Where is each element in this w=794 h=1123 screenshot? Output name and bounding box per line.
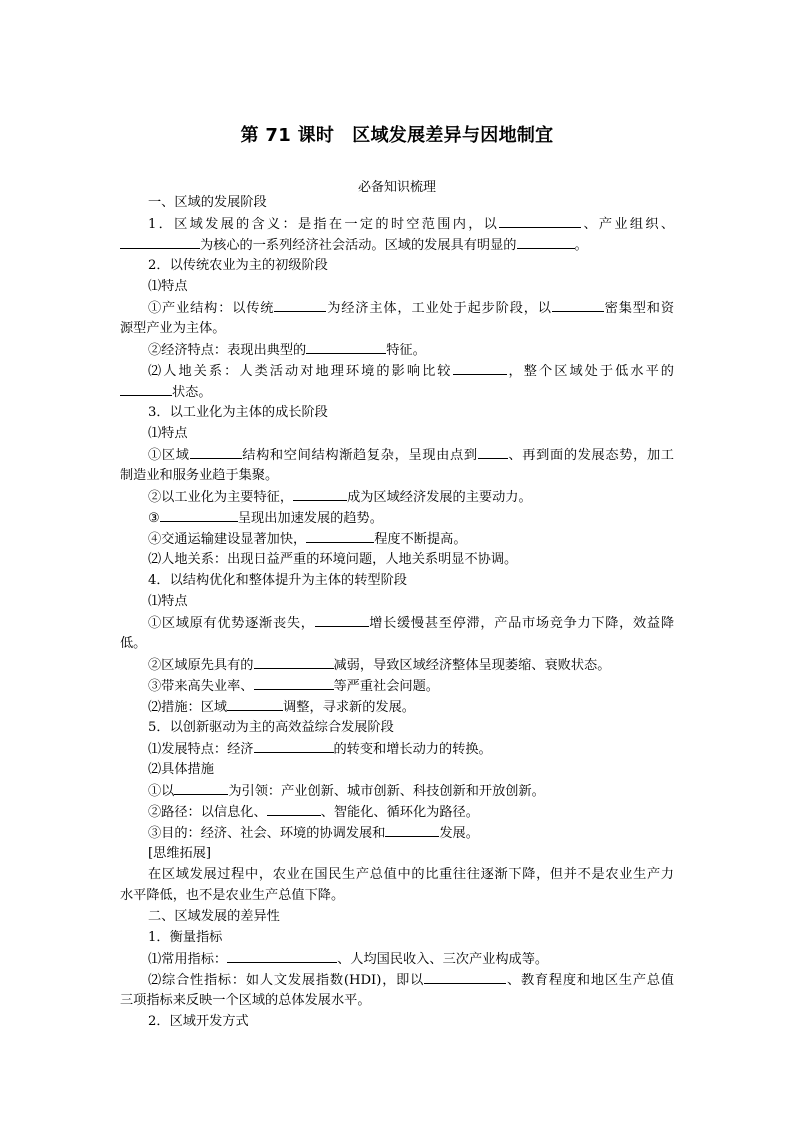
fill-blank[interactable] [424, 970, 506, 984]
item-label: ⑴特点 [148, 279, 188, 294]
paragraph-line: 三项指标来反映一个区域的总体发展水平。 [120, 993, 371, 1008]
fill-blank[interactable] [385, 823, 439, 837]
paragraph-line: 水平降低，也不是农业生产总值下降。 [120, 888, 345, 903]
fill-blank[interactable] [120, 382, 172, 396]
paragraph-line: ②路径：以信息化、 、智能化、循环化为路径。 [148, 802, 479, 823]
section-heading: 一、区域的发展阶段 [148, 195, 267, 210]
paragraph-line: ②经济特点：表现出典型的 特征。 [148, 340, 426, 361]
paragraph-line: 1．区域发展的含义：是指在一定的时空范围内，以 、产业组织、 [148, 214, 674, 235]
section-subtitle: 必备知识梳理 [357, 180, 436, 195]
fill-blank[interactable] [453, 361, 507, 375]
fill-blank[interactable] [254, 739, 334, 753]
paragraph-line: ⑵人地关系：人类活动对地理环境的影响比较 ，整个区域处于低水平的 [148, 361, 674, 382]
fill-blank[interactable] [190, 445, 242, 459]
paragraph-line: ②区域原先具有的 减弱，导致区域经济整体呈现萎缩、衰败状态。 [148, 655, 610, 676]
subsection-heading: 2．区域开发方式 [148, 1014, 249, 1029]
fill-blank[interactable] [478, 445, 508, 459]
paragraph-line: ④交通运输建设显著加快， 程度不断提高。 [148, 529, 467, 550]
subsection-heading: 3．以工业化为主体的成长阶段 [148, 405, 328, 420]
subsection-heading: 2．以传统农业为主的初级阶段 [148, 258, 328, 273]
fill-blank[interactable] [254, 676, 334, 690]
paragraph-line: ①区域原有优势逐渐丧失， 增长缓慢甚至停滞，产品市场竞争力下降，效益降 [148, 613, 674, 634]
fill-blank[interactable] [120, 235, 200, 249]
paragraph-line: 为核心的一系列经济社会活动。区域的发展具有明显的 。 [120, 235, 588, 256]
page-title [0, 121, 794, 147]
paragraph-line: ①产业结构：以传统 为经济主体，工业处于起步阶段，以 密集型和资 [148, 298, 674, 319]
fill-blank[interactable] [227, 697, 283, 711]
item-label: ⑵具体措施 [148, 762, 214, 777]
fill-blank[interactable] [227, 949, 337, 963]
fill-blank[interactable] [267, 802, 321, 816]
paragraph-line: ⑴常用指标： 、人均国民收入、三次产业构成等。 [148, 949, 548, 970]
paragraph-line: 低。 [120, 636, 147, 651]
paragraph-line: 在区域发展过程中，农业在国民生产总值中的比重往往逐渐下降，但并不是农业生产力 [148, 867, 674, 882]
subsection-heading: 5．以创新驱动为主的高效益综合发展阶段 [148, 720, 394, 735]
subsection-heading: 4．以结构优化和整体提升为主体的转型阶段 [148, 573, 407, 588]
paragraph-line: ②以工业化为主要特征， 成为区域经济发展的主要动力。 [148, 487, 532, 508]
section-heading: 二、区域发展的差异性 [148, 909, 280, 924]
item-label: ⑴特点 [148, 594, 188, 609]
fill-blank[interactable] [315, 613, 369, 627]
paragraph-line: ⑵人地关系：出现日益严重的环境问题，人地关系明显不协调。 [148, 552, 518, 567]
extension-heading: [思维拓展] [148, 846, 212, 861]
paragraph-line: ①区域 结构和空间结构渐趋复杂，呈现由点到 、再到面的发展态势，加工 [148, 445, 674, 466]
fill-blank[interactable] [293, 487, 347, 501]
fill-blank[interactable] [174, 781, 228, 795]
lesson-number: 第 71 课时 [240, 125, 335, 146]
paragraph-line: ③带来高失业率、 等严重社会问题。 [148, 676, 439, 697]
fill-blank[interactable] [274, 298, 326, 312]
paragraph-line: ③目的：经济、社会、环境的协调发展和 发展。 [148, 823, 479, 844]
item-label: ⑴特点 [148, 426, 188, 441]
fill-blank[interactable] [552, 298, 604, 312]
paragraph-line: ①以 为引领：产业创新、城市创新、科技创新和开放创新。 [148, 781, 545, 802]
fill-blank[interactable] [306, 340, 386, 354]
lesson-topic: 区域发展差异与因地制宜 [352, 125, 554, 146]
paragraph-line: ⑵措施：区域 调整，寻求新的发展。 [148, 697, 415, 718]
paragraph-line: 制造业和服务业趋于集聚。 [120, 468, 279, 483]
fill-blank[interactable] [517, 235, 575, 249]
paragraph-line: 源型产业为主体。 [120, 321, 226, 336]
fill-blank[interactable] [499, 214, 581, 228]
paragraph-line: ③ 呈现出加速发展的趋势。 [148, 508, 383, 529]
fill-blank[interactable] [160, 508, 238, 522]
paragraph-line: ⑵综合性指标：如人文发展指数(HDI)，即以 、教育程度和地区生产总值 [148, 970, 674, 991]
subsection-heading: 1．衡量指标 [148, 930, 223, 945]
paragraph-line: 状态。 [120, 382, 212, 403]
fill-blank[interactable] [306, 529, 374, 543]
paragraph-line: ⑴发展特点：经济 的转变和增长动力的转换。 [148, 739, 492, 760]
fill-blank[interactable] [254, 655, 334, 669]
